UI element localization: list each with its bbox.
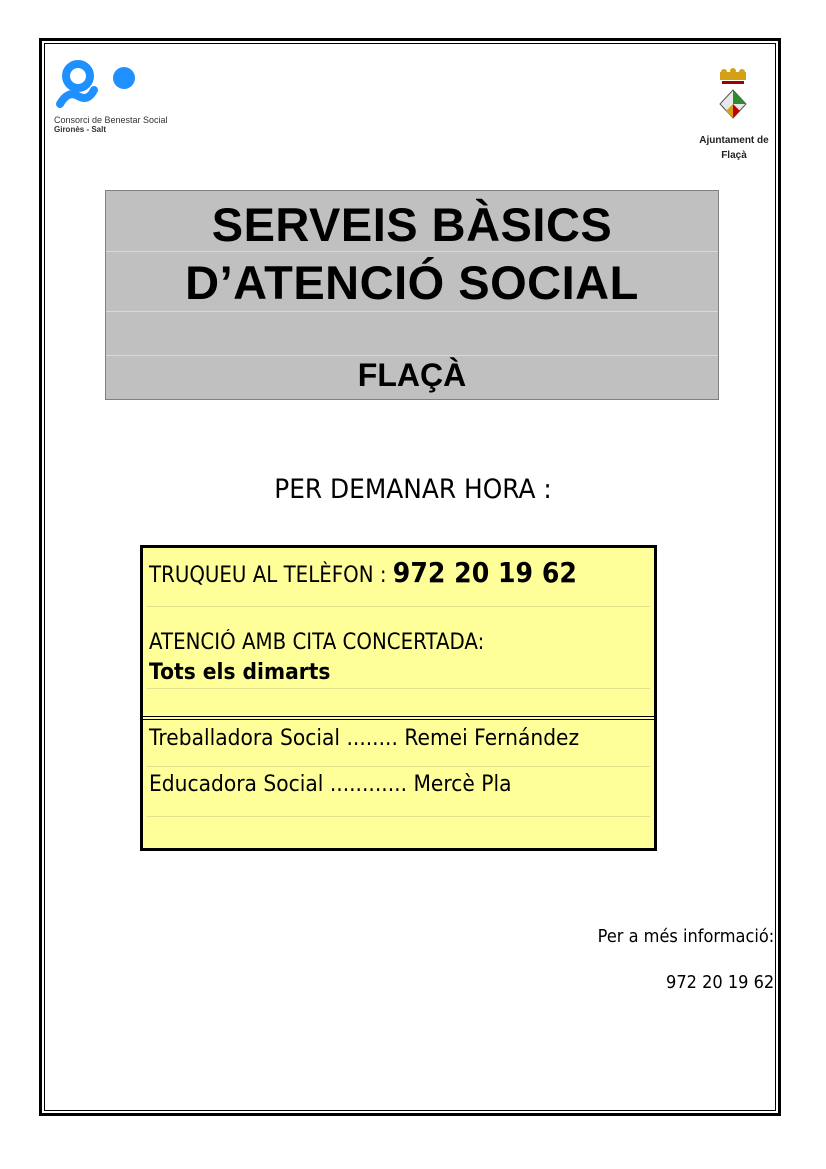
- info-grid-line: [147, 816, 650, 817]
- appointment-days: Tots els dimarts: [149, 660, 331, 685]
- title-town: FLAÇÀ: [357, 357, 467, 393]
- title-box: [105, 190, 719, 400]
- title-line1: SERVEIS BÀSICS: [211, 198, 613, 251]
- title-line2: D’ATENCIÓ SOCIAL: [185, 256, 639, 309]
- title-grid-line: [106, 355, 718, 356]
- more-info-label: Per a més informació:: [597, 926, 774, 947]
- staff-row-social-worker: Treballadora Social ........ Remei Fernández: [149, 726, 580, 751]
- council-crest: [704, 68, 762, 130]
- staff-row-social-educator: Educadora Social ............ Mercè Pla: [149, 772, 512, 797]
- call-row: [149, 556, 577, 589]
- org-name-line2: Gironès - Salt: [54, 125, 107, 134]
- call-label: TRUQUEU AL TELÈFON :: [149, 563, 387, 588]
- info-grid-line: [147, 766, 650, 767]
- info-grid-line: [147, 688, 650, 689]
- crest-icon: [704, 68, 762, 130]
- appointment-label: ATENCIÓ AMB CITA CONCERTADA:: [149, 630, 485, 655]
- council-name-line2: Flaçà: [721, 150, 747, 161]
- org-name-line1: Consorci de Benestar Social: [54, 115, 168, 125]
- info-divider: [143, 716, 654, 720]
- phone-number: 972 20 19 62: [392, 556, 577, 589]
- request-appointment-label: PER DEMANAR HORA :: [274, 474, 552, 505]
- more-info-phone: 972 20 19 62: [665, 972, 774, 993]
- consorci-logo-icon: [54, 60, 144, 116]
- info-grid-line: [147, 606, 650, 607]
- title-grid-line: [106, 311, 718, 312]
- council-name-line1: Ajuntament de: [699, 135, 769, 146]
- info-box: [140, 545, 657, 851]
